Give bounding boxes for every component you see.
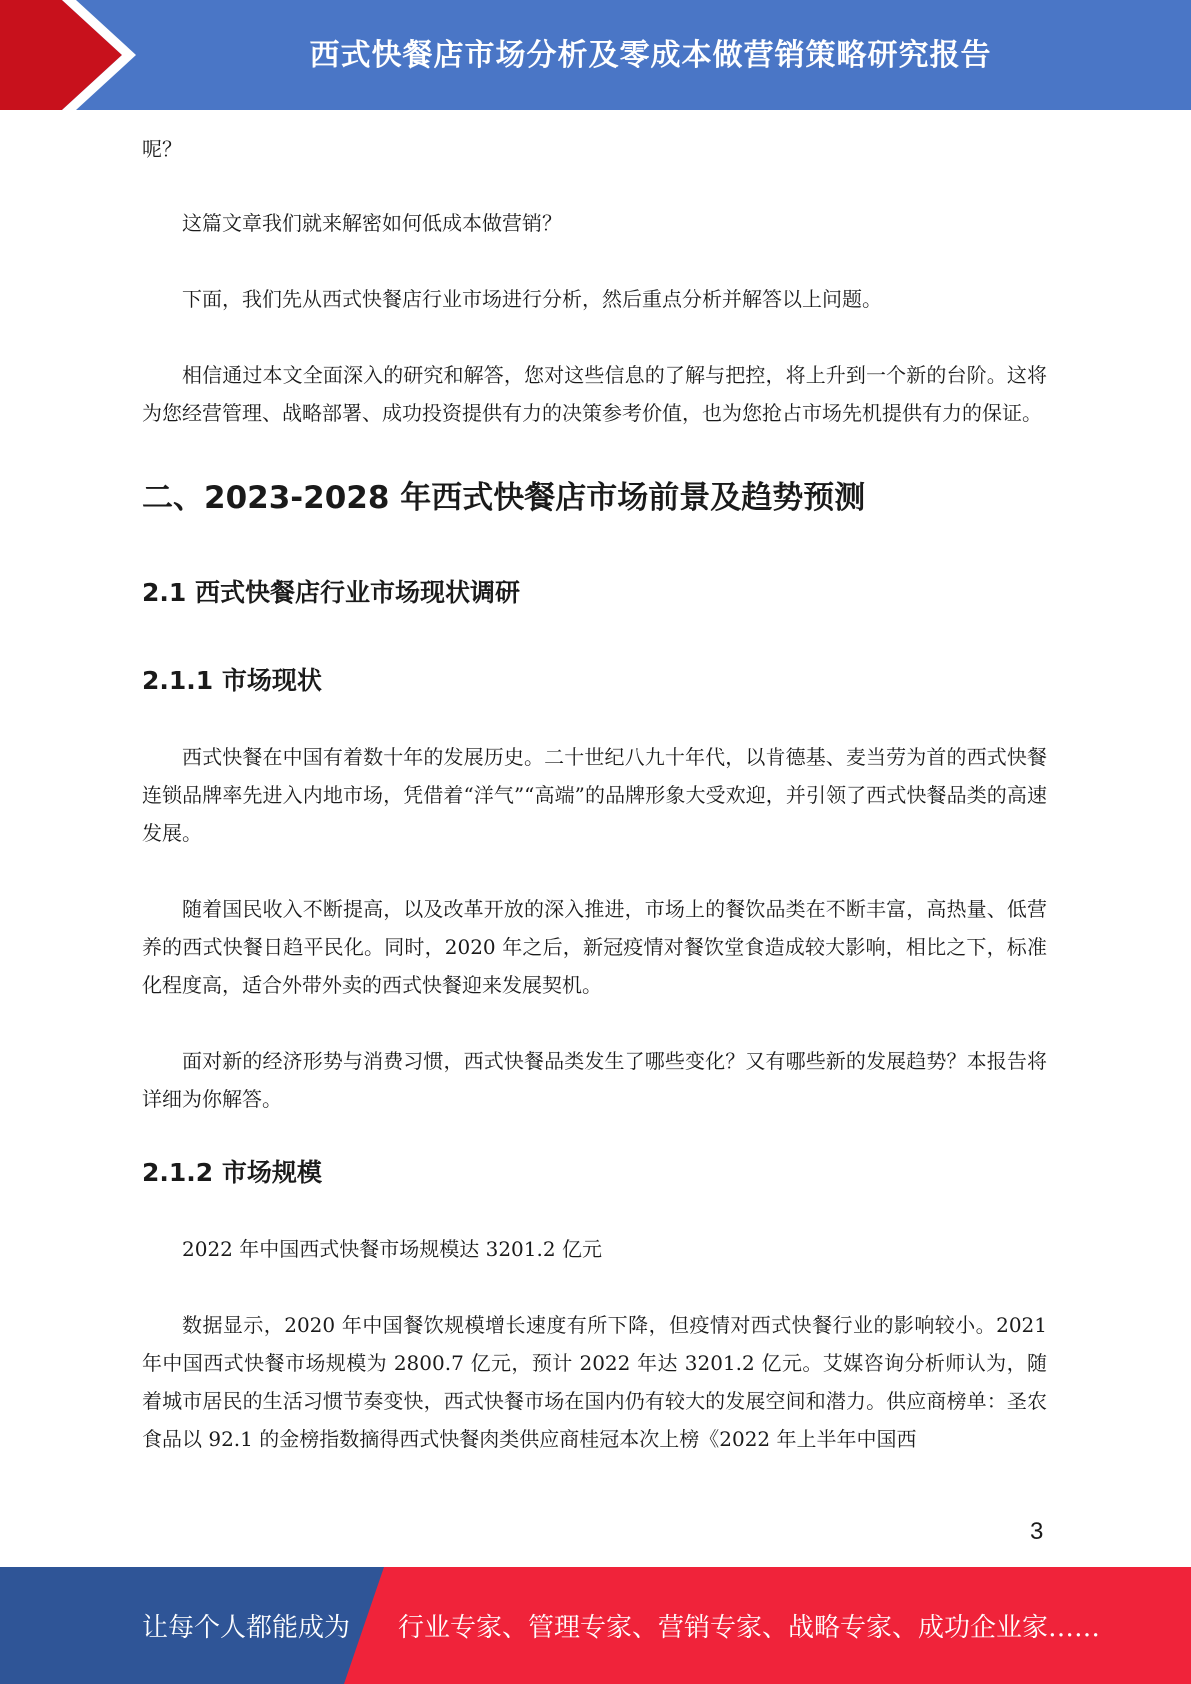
paragraph: 随着国民收入不断提高，以及改革开放的深入推进，市场上的餐饮品类在不断丰富，高热量、低营养的西式快餐日趋平民化。同时，2020 年之后，新冠疫情对餐饮堂食造成较大影响，相比之下，标准化程度高，适合外带外卖的西式快餐迎来发展契机。 <box>142 897 1047 997</box>
header-arrow-decoration <box>0 0 150 110</box>
section-heading: 二、2023-2028 年西式快餐店市场前景及趋势预测 <box>142 480 866 516</box>
paragraph: 相信通过本文全面深入的研究和解答，您对这些信息的了解与把控，将上升到一个新的台阶。这将为您经营管理、战略部署、成功投资提供有力的决策参考价值，也为您抢占市场先机提供有力的保证。 <box>142 363 1047 425</box>
header-banner <box>0 0 1191 110</box>
footer-banner <box>0 1567 1191 1684</box>
subsubsection-heading: 2.1.2 市场规模 <box>142 1158 322 1187</box>
paragraph: 数据显示，2020 年中国餐饮规模增长速度有所下降，但疫情对西式快餐行业的影响较小。2021 年中国西式快餐市场规模为 2800.7 亿元，预计 2022 年达 3201.2 亿元。艾媒咨询分析师认为，随着城市居民的生活习惯节奏变快，西式快餐市场在国内仍有较大的发展空间和潜力。供应商榜单：圣农食品以 92.1 的金榜指数摘得西式快餐肉类供应商桂冠本次上榜《2022 年上半年中国西 <box>142 1313 1047 1451</box>
paragraph: 呢？ <box>142 137 182 161</box>
report-title: 西式快餐店市场分析及零成本做营销策略研究报告 <box>309 38 992 73</box>
paragraph: 面对新的经济形势与消费习惯，西式快餐品类发生了哪些变化？又有哪些新的发展趋势？本报告将详细为你解答。 <box>142 1049 1047 1111</box>
paragraph: 这篇文章我们就来解密如何低成本做营销？ <box>182 211 562 235</box>
document-body <box>142 130 1047 1458</box>
paragraph: 下面，我们先从西式快餐店行业市场进行分析，然后重点分析并解答以上问题。 <box>182 287 882 311</box>
subsection-heading: 2.1 西式快餐店行业市场现状调研 <box>142 578 520 607</box>
paragraph: 2022 年中国西式快餐市场规模达 3201.2 亿元 <box>182 1237 602 1261</box>
paragraph: 西式快餐在中国有着数十年的发展历史。二十世纪八九十年代，以肯德基、麦当劳为首的西式快餐连锁品牌率先进入内地市场，凭借着“洋气”“高端”的品牌形象大受欢迎，并引领了西式快餐品类的高速发展。 <box>142 745 1047 845</box>
subsubsection-heading: 2.1.1 市场现状 <box>142 666 322 695</box>
footer-slogan-right: 行业专家、管理专家、营销专家、战略专家、成功企业家…… <box>398 1613 1101 1643</box>
footer-slogan-left: 让每个人都能成为 <box>142 1613 351 1643</box>
page-number: 3 <box>1030 1518 1044 1545</box>
